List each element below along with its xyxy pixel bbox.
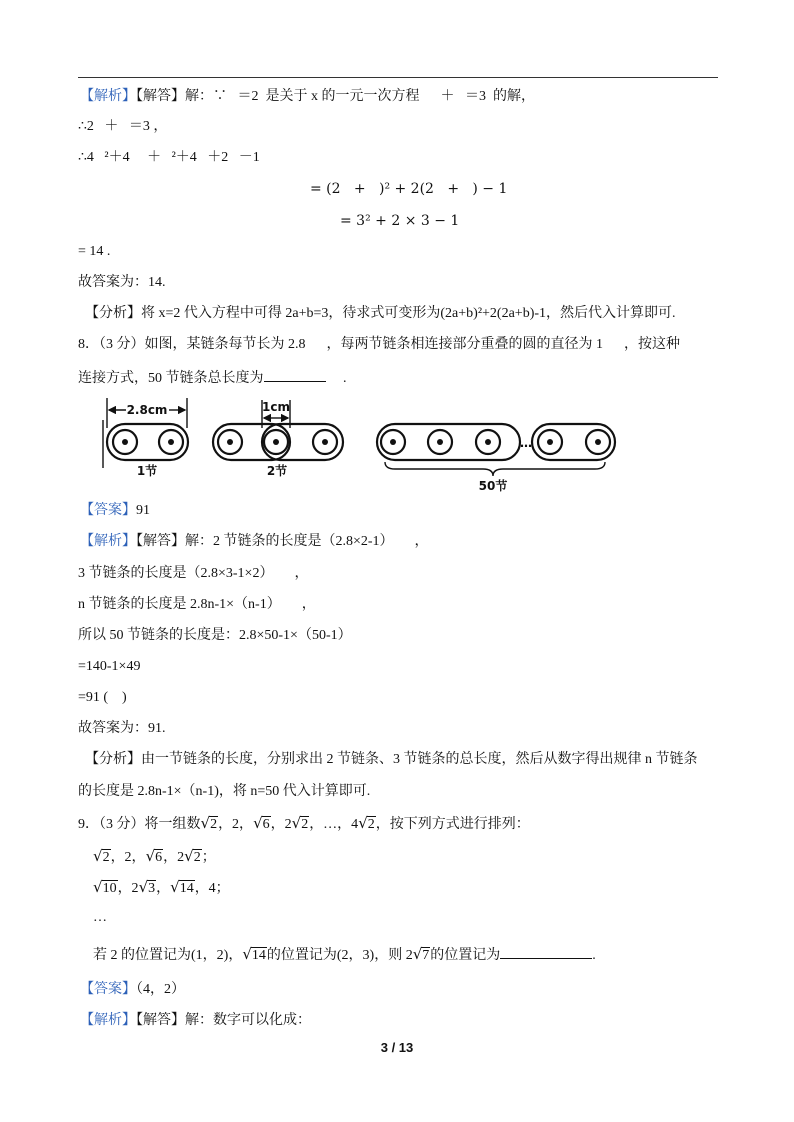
radicand: 2 (301, 817, 309, 832)
q8-analysis-line-2: 的长度是 2.8n-1×（n-1)，将 n=50 代入计算即可. (78, 784, 371, 799)
radical-sign: √ (170, 878, 180, 896)
answer-value: 91 (136, 503, 150, 518)
sqrt-term (146, 846, 164, 868)
radicand: 2 (367, 817, 375, 832)
radical-sign: √ (200, 814, 211, 832)
question-text: . (592, 948, 596, 963)
question-text: 的位置记为(2，3)，则 2 (266, 948, 413, 963)
q9-row-1 (93, 846, 216, 866)
length-label: 2.8cm (126, 403, 168, 417)
radical-sign: √ (184, 847, 194, 865)
sqrt-term (358, 813, 376, 835)
sqrt-term (201, 813, 219, 835)
two-links-diagram (213, 400, 343, 478)
q7-solution-line-4: = (2 + )² + 2(2 + ) − 1 (310, 181, 508, 197)
sqrt-term (93, 877, 118, 899)
row-text: ； (201, 850, 216, 865)
q7-solution-line-1 (80, 87, 535, 107)
answer-label: 【答案】 (80, 982, 136, 997)
sqrt-term (170, 877, 195, 899)
radical-sign: √ (93, 878, 103, 896)
radicand: 2 (193, 850, 201, 865)
answer-label: 【答案】 (80, 503, 136, 518)
radical-sign: √ (291, 814, 302, 832)
q7-analysis: 【分析】将 x=2 代入方程中可得 2a+b=3，待求式可变形为(2a+b)²+2(2a+b)-1，然后代入计算即可. (85, 306, 676, 321)
q8-stem-line-1: 8．（3 分）如图，某链条每节长为 2.8 ，每两节链条相连接部分重叠的圆的直径为 1 ，按这种 (78, 337, 680, 352)
q8-answer (80, 501, 150, 521)
q9-stem-text: ，2， (218, 817, 254, 832)
link-dot (485, 439, 491, 445)
question-text: 的位置记为 (430, 948, 501, 963)
q7-solution-line-5: = 3² + 2 × 3 − 1 (340, 213, 460, 229)
answer-blank (500, 944, 592, 959)
chain-ellipsis: … (520, 436, 532, 450)
link-dot (595, 439, 601, 445)
q8-stem-text: 连接方式，50 节链条总长度为 (78, 371, 264, 386)
analysis-label: 【解析】 (80, 1013, 136, 1028)
q8-solution-line-1 (80, 532, 429, 552)
sqrt-term (253, 813, 271, 835)
q8-solution-line-4: 所以 50 节链条的长度是：2.8×50-1×（50-1） (78, 628, 352, 643)
q7-line-1-text: 【解答】解：∵ ＝2 是关于 x 的一元一次方程 ＋ ＝3 的解， (136, 89, 535, 104)
sqrt-term (413, 944, 431, 966)
q9-solution-line-1 (80, 1011, 311, 1031)
analysis-label: 【解析】 (80, 89, 136, 104)
chain-figure (0, 390, 794, 496)
answer-blank (264, 367, 326, 382)
link-dot (390, 439, 396, 445)
fifty-links-label: 50节 (478, 479, 508, 493)
radicand: 6 (155, 850, 163, 865)
row-text: ，2 (117, 881, 139, 896)
two-links-label: 2节 (266, 464, 288, 478)
q8-solution-line-3: n 节链条的长度是 2.8n-1×（n-1） ， (78, 597, 316, 612)
radical-sign: √ (138, 878, 149, 896)
link-dot (273, 439, 279, 445)
radical-sign: √ (412, 945, 423, 963)
q8-conclusion: 故答案为：91. (78, 721, 166, 736)
one-link-label: 1节 (136, 464, 158, 478)
row-text: ， (156, 881, 171, 896)
sqrt-term (242, 944, 267, 966)
q7-solution-line-2: ∴2 ＋ ＝3 ， (78, 119, 168, 134)
radical-sign: √ (253, 814, 263, 832)
q9-row-2 (93, 877, 230, 897)
link-dot (322, 439, 328, 445)
q7-solution-line-3: ∴4 ²＋4 ＋ ²＋4 ＋2 －1 (78, 150, 260, 165)
radicand: 10 (102, 881, 117, 896)
radicand: 7 (422, 948, 430, 963)
q9-stem-text: ，…，4 (309, 817, 359, 832)
radicand: 2 (102, 850, 110, 865)
q8-solution-line-6: =91 ( ) (78, 690, 127, 705)
one-link-diagram (103, 398, 188, 478)
page-number: 3 / 13 (380, 1040, 414, 1055)
radical-sign: √ (242, 945, 252, 963)
radicand: 14 (179, 881, 194, 896)
link-dot (168, 439, 174, 445)
q8-solution-line-5: =140-1×49 (78, 659, 141, 674)
answer-value: （4，2） (136, 982, 185, 997)
q9-stem-text: ，按下列方式进行排列： (375, 817, 530, 832)
q8-stem-end: . (325, 371, 347, 386)
row-text: ，2， (110, 850, 146, 865)
overlap-label: 1cm (262, 400, 290, 414)
q9-stem-text: ，2 (270, 817, 292, 832)
q8-solution-text: 【解答】解：2 节链条的长度是（2.8×2-1） ， (136, 534, 429, 549)
q9-row-3: … (93, 910, 107, 925)
underbrace (385, 462, 605, 476)
sqrt-term (93, 846, 111, 868)
radicand: 2 (210, 817, 218, 832)
link-dot (227, 439, 233, 445)
sqrt-term (139, 877, 157, 899)
radicand: 3 (148, 881, 156, 896)
analysis-label: 【解析】 (80, 534, 136, 549)
sqrt-term (184, 846, 202, 868)
q8-stem-line-2 (78, 367, 347, 387)
link-dot (122, 439, 128, 445)
q9-answer (80, 980, 185, 1000)
q9-question (93, 944, 596, 964)
radicand: 14 (251, 948, 266, 963)
q9-solution-text: 【解答】解：数字可以化成： (136, 1013, 311, 1028)
link-dot (547, 439, 553, 445)
sqrt-term (292, 813, 310, 835)
fifty-links-diagram (377, 424, 615, 493)
q8-solution-line-2: 3 节链条的长度是（2.8×3-1×2） ， (78, 566, 309, 581)
q7-conclusion: 故答案为：14. (78, 275, 166, 290)
radical-sign: √ (93, 847, 103, 865)
q9-stem-text: 9．（3 分）将一组数 (78, 817, 201, 832)
link-dot (437, 439, 443, 445)
q7-solution-line-6: = 14 . (78, 244, 111, 259)
row-text: ，2 (163, 850, 185, 865)
question-text: 若 2 的位置记为(1，2)， (93, 948, 243, 963)
radical-sign: √ (145, 847, 156, 865)
q8-analysis-line-1: 【分析】由一节链条的长度，分别求出 2 节链条、3 节链条的总长度，然后从数字得出规律 n 节链条 (85, 752, 698, 767)
radicand: 6 (262, 817, 270, 832)
q9-stem (78, 813, 530, 833)
row-text: ，4； (194, 881, 230, 896)
radical-sign: √ (358, 814, 368, 832)
top-rule (78, 77, 718, 78)
